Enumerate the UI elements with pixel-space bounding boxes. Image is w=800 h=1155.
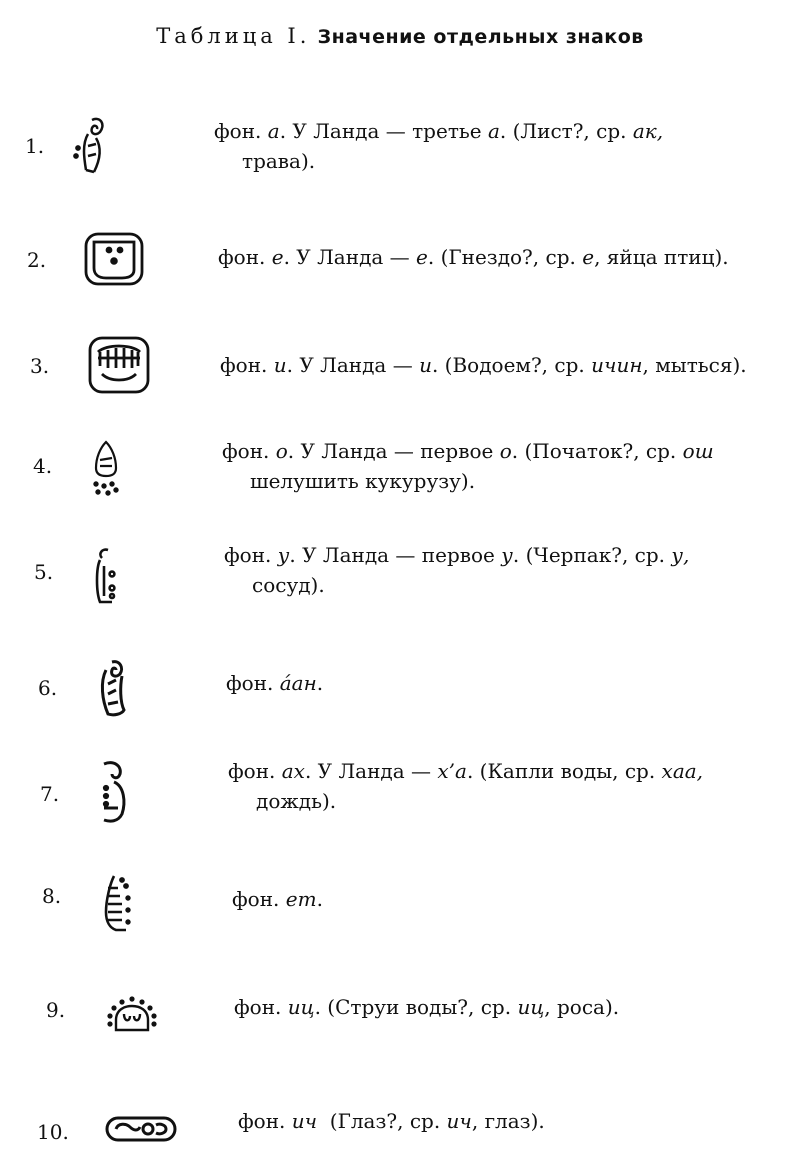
text-fragment: иц [287,995,315,1019]
text-fragment: . У Ланда — первое [289,543,502,567]
entry-number: 4. [33,454,53,478]
entry-number: 5. [34,560,54,584]
entry-number: 2. [27,248,47,272]
text-fragment: шелушить кукурузу). [250,469,476,493]
text-fragment: фон. [218,245,272,269]
text-fragment: . (Капли воды, ср. [466,759,662,783]
text-fragment: ак, [632,119,664,143]
entry-number: 9. [46,998,66,1022]
text-fragment: у [501,543,513,567]
text-fragment: , роса). [544,995,620,1019]
text-fragment: . (Гнездо?, ср. [427,245,583,269]
text-fragment: е [582,245,595,269]
text-fragment: ич [291,1109,318,1133]
text-fragment: и [273,353,287,377]
text-fragment: сосуд). [252,573,325,597]
entry-text [214,116,774,176]
entry-number: 6. [38,676,58,700]
text-fragment: . (Струи воды?, ср. [314,995,518,1019]
text-fragment: . У Ланда — третье [279,119,488,143]
maya-glyph-ic-icon [102,994,162,1038]
maya-glyph-o-icon [86,438,126,502]
text-fragment: , яйца птиц). [594,245,729,269]
text-fragment: áан [279,671,317,695]
maya-glyph-ich-icon [104,1114,178,1148]
text-fragment: дождь). [256,789,337,813]
text-fragment: хаа, [661,759,704,783]
text-fragment: . (Черпак?, ср. [512,543,672,567]
title-main: Значение отдельных знаков [317,26,644,48]
text-fragment: у, [671,543,690,567]
maya-glyph-et-icon [100,870,134,940]
text-fragment: , глаз). [471,1109,545,1133]
text-fragment: фон. [226,671,280,695]
text-fragment: . [316,671,324,695]
text-fragment: и [419,353,432,377]
entry-text [224,540,784,600]
entry-number: 10. [37,1120,69,1144]
text-fragment: . У Ланда — первое [287,439,500,463]
text-fragment: . [316,887,323,911]
entry-number: 8. [42,884,62,908]
text-fragment: фон. [222,439,276,463]
text-fragment: о [275,439,288,463]
entry-text [228,756,788,816]
entry-number: 1. [25,134,45,158]
text-fragment: у [277,543,290,567]
text-fragment: . У Ланда — [304,759,438,783]
text-fragment: . У Ланда — [286,353,420,377]
entry-text [220,350,780,380]
text-fragment: а [487,119,500,143]
text-fragment: фон. [220,353,274,377]
entry-text [218,242,778,272]
text-fragment: . (Початок?, ср. [511,439,683,463]
entry-text [232,884,792,914]
maya-glyph-aan-icon [94,656,130,724]
entry-number: 3. [30,354,50,378]
text-fragment: фон. [234,995,288,1019]
text-fragment: х’а [437,759,467,783]
text-fragment: фон. [214,119,268,143]
text-fragment: трава). [242,149,316,173]
text-fragment: ош [682,439,714,463]
text-fragment: ич [446,1109,472,1133]
text-fragment: фон. [238,1109,292,1133]
entry-text [222,436,782,496]
text-fragment: е [271,245,284,269]
text-fragment: фон. [228,759,282,783]
maya-glyph-u-icon [88,544,122,612]
maya-glyph-e-icon [82,230,146,292]
text-fragment: , мыться). [642,353,747,377]
text-fragment: ичин [591,353,643,377]
text-fragment: иц [517,995,545,1019]
text-fragment: фон. [224,543,278,567]
text-fragment: (Глаз?, ср. [317,1109,447,1133]
text-fragment: а [267,119,280,143]
page-title [0,24,800,48]
text-fragment: ах [281,759,305,783]
entry-text [234,992,794,1022]
text-fragment: . У Ланда — [283,245,417,269]
text-fragment: . (Лист?, ср. [499,119,633,143]
text-fragment: ет [285,887,317,911]
text-fragment: фон. [232,887,286,911]
title-prefix: Таблица I. [156,24,311,48]
text-fragment: е [416,245,428,269]
maya-glyph-i-icon [86,334,152,400]
maya-glyph-ah-icon [96,756,132,832]
text-fragment: . (Водоем?, ср. [431,353,592,377]
maya-glyph-a-icon [70,114,114,180]
entry-text [238,1106,798,1136]
entry-number: 7. [40,782,60,806]
entry-text [226,668,786,698]
text-fragment: о [499,439,512,463]
